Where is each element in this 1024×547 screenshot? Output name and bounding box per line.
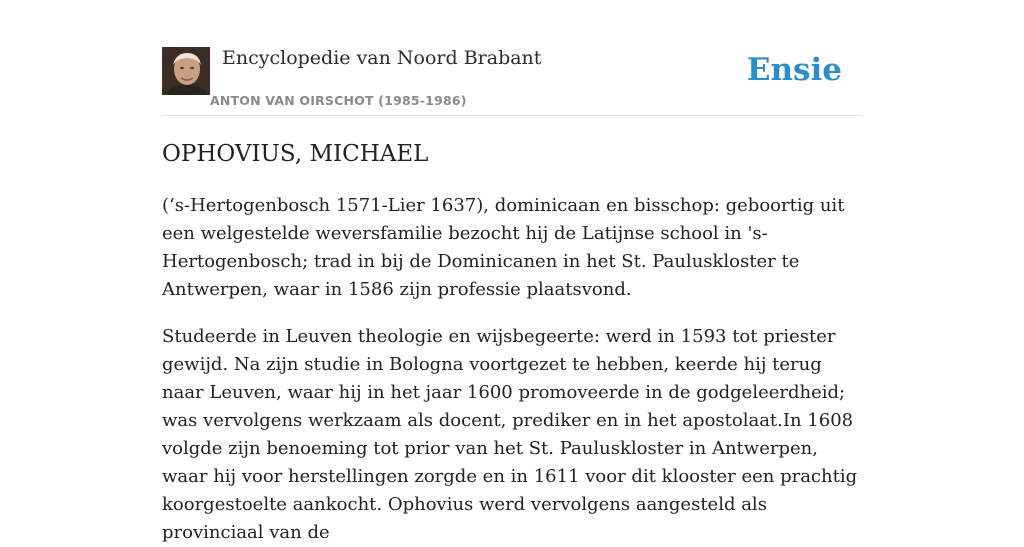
ensie-logo[interactable]: Ensie: [746, 52, 842, 88]
entry-header: [162, 46, 862, 116]
author-avatar[interactable]: [162, 47, 210, 95]
author-portrait-icon: [162, 47, 210, 95]
encyclopedia-title[interactable]: Encyclopedie van Noord Brabant: [222, 47, 542, 69]
entry-paragraph: Studeerde in Leuven theologie en wijsbegeerte: werd in 1593 tot priester gewijd. Na zijn studie in Bologna voortgezet te hebben, keerde hij terug naar Leuven, waar hij in het jaar 1600 promoveerde in de godgeleerdheid; was vervolgens werkzaam als docent, prediker en in het apostolaat.In 1608 volgde zijn benoeming tot prior van het St. Pauluskloster in Antwerpen, waar hij voor herstellingen zorgde en in 1611 voor dit klooster een prachtig koorgestoelte aankocht. Ophovius werd vervolgens aangesteld als provinciaal van de: [162, 326, 858, 543]
author-name[interactable]: ANTON VAN OIRSCHOT (1985-1986): [210, 93, 467, 108]
entry-paragraph: (‘s-Hertogenbosch 1571-Lier 1637), dominicaan en bisschop: geboortig uit een welgestelde weversfamilie bezocht hij de Latijnse school in 's-Hertogenbosch; trad in bij de Dominicanen in het St. Pauluskloster te Antwerpen, waar in 1586 zijn professie plaatsvond.: [162, 195, 845, 300]
entry-title: OPHOVIUS, MICHAEL: [162, 141, 429, 167]
article: [162, 136, 862, 547]
